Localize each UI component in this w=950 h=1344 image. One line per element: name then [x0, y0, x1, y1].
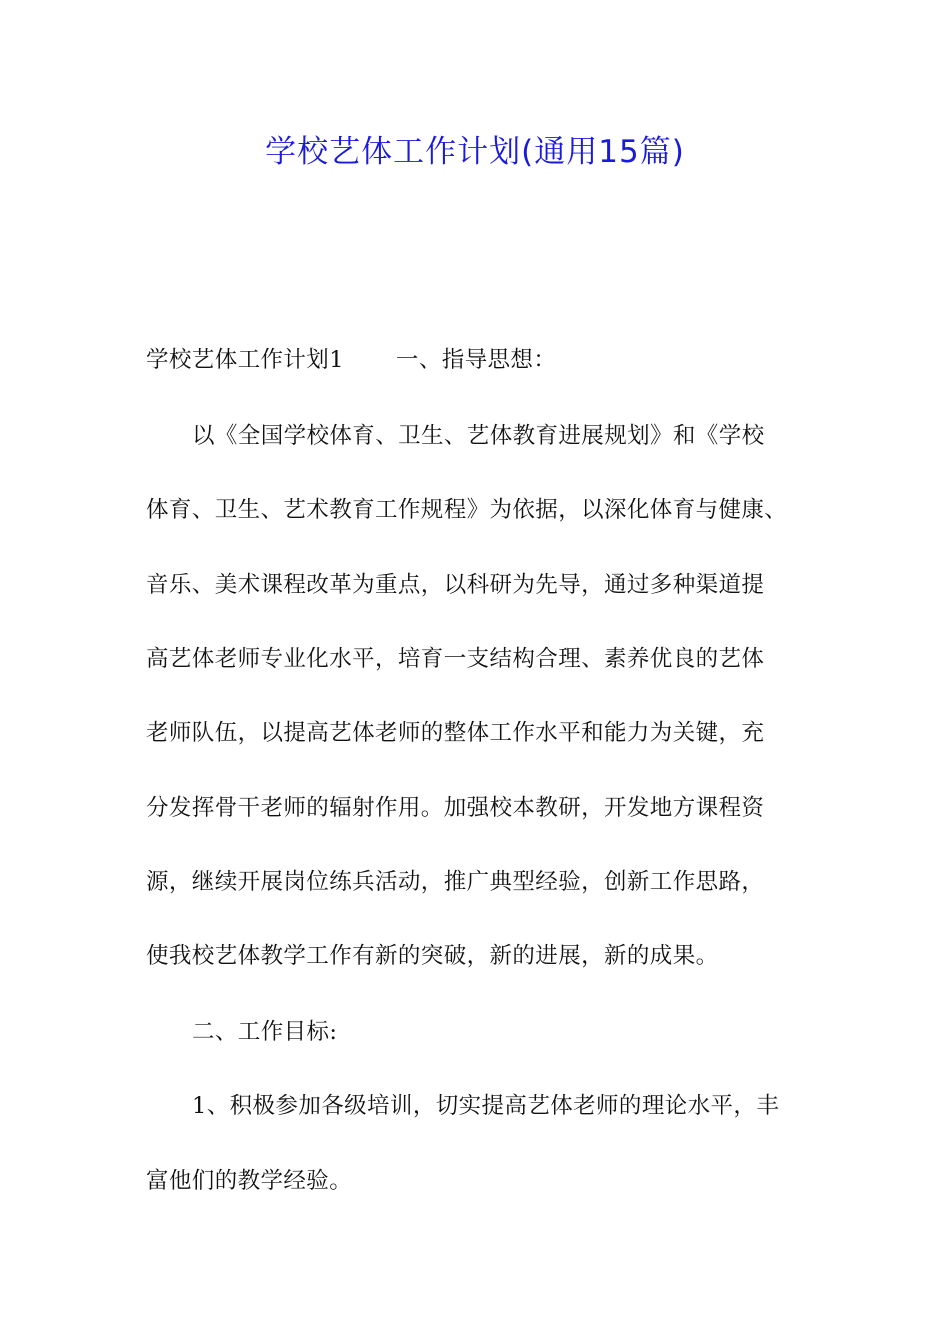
section-one-heading: 一、指导思想：: [395, 347, 557, 373]
paragraph-line: 源，继续开展岗位练兵活动，推广典型经验，创新工作思路，: [146, 869, 765, 895]
item-line: 富他们的教学经验。: [146, 1168, 353, 1194]
item-line: 1、积极参加各级培训，切实提高艺体老师的理论水平，丰: [192, 1093, 780, 1119]
paragraph-line: 体育、卫生、艺术教育工作规程》为依据，以深化体育与健康、: [146, 497, 788, 523]
paragraph-line: 分发挥骨干老师的辐射作用。加强校本教研，开发地方课程资: [146, 795, 765, 821]
paragraph-line: 音乐、美术课程改革为重点，以科研为先导，通过多种渠道提: [146, 572, 765, 598]
heading-line: [146, 342, 556, 378]
paragraph-line: 使我校艺体教学工作有新的突破，新的进展，新的成果。: [146, 943, 719, 969]
document-title: 学校艺体工作计划(通用15篇): [265, 134, 685, 170]
paragraph-line: 老师队伍，以提高艺体老师的整体工作水平和能力为关键，充: [146, 720, 765, 746]
section-two-heading: 二、工作目标:: [192, 1019, 338, 1045]
plan-name: 学校艺体工作计划1: [146, 347, 344, 373]
paragraph-line: 高艺体老师专业化水平，培育一支结构合理、素养优良的艺体: [146, 646, 765, 672]
paragraph-line: 以《全国学校体育、卫生、艺体教育进展规划》和《学校: [192, 423, 765, 449]
